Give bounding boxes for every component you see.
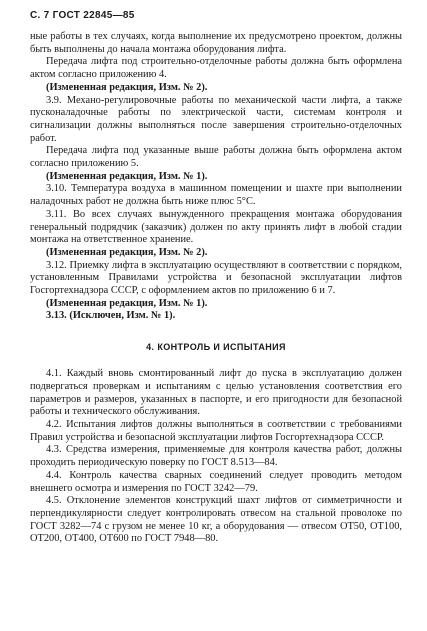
clause-3-12: 3.12. Приемку лифта в эксплуатацию осуществляют в соответствии с порядком, установленным Правилами устройства и безопасной эксплуатации лифтов Госгортехнадзора СССР, с оформлением актов по приложению 6 и 7. [30,259,402,297]
page-header: С. 7 ГОСТ 22845—85 [30,10,135,21]
clause-4-5: 4.5. Отклонение элементов конструкций шахт лифтов от симметричности и перпендикулярности следует контролировать отвесом на стальной проволоке по ГОСТ 3282—74 с грузом не менее 10 кг, а оборудования — отвесом ОТ50, ОТ100, ОТ200, ОТ400, ОТ600 по ГОСТ 7948—80. [30,495,402,545]
clause-3-10: 3.10. Температура воздуха в машинном помещении и шахте при выполнении наладочных работ не должна быть ниже плюс 5°С. [30,183,402,208]
clause-3-11: 3.11. Во всех случаях вынужденного прекращения монтажа оборудования генеральный подрядчик (заказчик) должен по акту принять лифт в любой стадии монтажа на ответственное хранение. [30,208,402,246]
clause-3-13: 3.13. (Исключен, Изм. № 1). [46,310,176,322]
section-title: 4. КОНТРОЛЬ И ИСПЫТАНИЯ [146,342,286,353]
edition-note: (Измененная редакция, Изм. № 2). [46,246,208,258]
clause-4-3: 4.3. Средства измерения, применяемые для контроля качества работ, должны проходить периодическую поверку по ГОСТ 8.513—84. [30,444,402,469]
edition-note: (Измененная редакция, Изм. № 1). [46,297,208,309]
paragraph: Передача лифта под строительно-отделочные работы должна быть оформлена актом согласно приложению 4. [30,56,402,81]
clause-4-1: 4.1. Каждый вновь смонтированный лифт до пуска в эксплуатацию должен подвергаться проверкам и испытаниям с целью установления соответствия его параметров и размеров, указанных в паспорте, и его пригодности для безопасной работы и технического обслуживания. [30,368,402,418]
paragraph: ные работы в тех случаях, когда выполнение их предусмотрено проектом, должны быть выполнены до начала монтажа оборудования лифта. [30,31,402,55]
clause-4-2: 4.2. Испытания лифтов должны выполняться в соответствии с требованиями Правил устройства и безопасной эксплуатации лифтов Госгортехнадзора СССР. [30,418,402,443]
paragraph: Передача лифта под указанные выше работы должна быть оформлена актом согласно приложению 5. [30,145,402,170]
clause-4-4: 4.4. Контроль качества сварных соединений следует проводить методом внешнего осмотра и измерения по ГОСТ 3242—79. [30,469,402,494]
document-page [30,10,402,546]
edition-note: (Измененная редакция, Изм. № 1). [46,170,208,182]
edition-note: (Измененная редакция, Изм. № 2). [46,81,208,93]
clause-3-9: 3.9. Механо-регулировочные работы по механической части лифта, а также пусконаладочные работы по электрической части, системам контроля и сигнализации должны выполняться после завершения строительно-отделочных работ. [30,94,402,144]
